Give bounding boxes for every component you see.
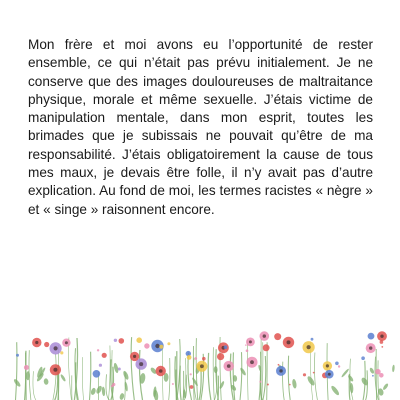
wildflower-border-icon (0, 328, 400, 400)
body-paragraph: Mon frère et moi avons eu l’opportunité de rester ensemble, ce qui n’était pas prévu initialement. Je ne conserve que des images douloureuses de maltraitance physique, morale et même sexuelle. J’étais victime de manipulation mentale, dans mon esprit, toutes les brimades que je subissais ne pouvait qu’être de ma responsabilité. J’étais obligatoirement la cause de tous mes maux, je devais être folle, il n’y avait pas d’autre explication. Au fond de moi, les termes racistes « nègre » et « singe » raisonnent encore. (28, 37, 373, 217)
